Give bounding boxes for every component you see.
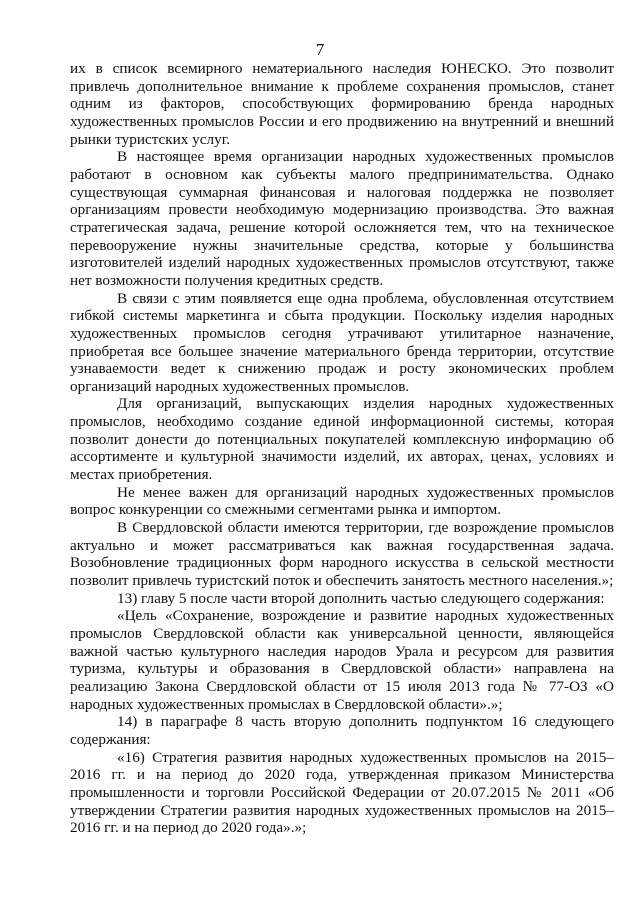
amendment-item: 14) в параграфе 8 часть вторую дополнить подпунктом 16 следующего содержания:: [70, 713, 614, 748]
paragraph: Для организаций, выпускающих изделия народных художественных промыслов, необходимо создание единой информационной системы, которая позволит донести до потенциальных покупателей комплексную информацию об ассортименте и культурной значимости изделий, их авторах, ценах, условиях и местах приобретения.: [70, 395, 614, 484]
paragraph: В настоящее время организации народных художественных промыслов работают в основном как субъекты малого предпринимательства. Однако существующая суммарная финансовая и налоговая поддержка не позволяет организациям провести необходимую модернизацию производства. Это важная стратегическая задача, решение которой осложняется тем, что на техническое перевооружение нужны значительные средства, которые у большинства изготовителей изделий народных художественных промыслов отсутствуют, также нет возможности получения кредитных средств.: [70, 148, 614, 289]
document-body: [70, 60, 614, 837]
amendment-item: 13) главу 5 после части второй дополнить частью следующего содержания:: [117, 589, 605, 607]
amendment-quote: «16) Стратегия развития народных художественных промыслов на 2015–2016 гг. и на период до 2020 года, утвержденная приказом Министерства промышленности и торговли Российской Федерации от 20.07.2015 № 2011 «Об утверждении Стратегии развития народных художественных промыслов на 2015–2016 гг. и на период до 2020 года».»;: [70, 748, 614, 837]
paragraph: их в список всемирного нематериального наследия ЮНЕСКО. Это позволит привлечь дополнительное внимание к проблеме сохранения промыслов, станет одним из факторов, способствующих формированию бренда народных художественных промыслов России и его продвижению на внутренний и внешний рынки туристских услуг.: [70, 60, 614, 148]
paragraph: В Свердловской области имеются территории, где возрождение промыслов актуально и может рассматриваться как важная государственная задача. Возобновление традиционных форм народного искусства в сельской местности позволит привлечь туристский поток и обеспечить занятость местного населения.»;: [70, 519, 614, 590]
page-number: 7: [315, 40, 325, 59]
paragraph: Не менее важен для организаций народных художественных промыслов вопрос конкуренции со смежными сегментами рынка и импортом.: [70, 483, 614, 519]
paragraph: В связи с этим появляется еще одна проблема, обусловленная отсутствием гибкой системы маркетинга и сбыта продукции. Поскольку изделия народных художественных промыслов сегодня утрачивают утилитарное назначение, приобретая все большее значение материального бренда территории, отсутствие узнаваемости ведет к снижению продаж и росту экономических проблем организаций народных художественных промыслов.: [70, 289, 614, 395]
amendment-quote: «Цель «Сохранение, возрождение и развитие народных художественных промыслов Свердловской области как универсальной ценности, являющейся важной частью культурного наследия народов Урала и ресурсом для развития туризма, культуры и образования в Свердловской области» направлена на реализацию Закона Свердловской области от 15 июля 2013 года № 77-ОЗ «О народных художественных промыслах в Свердловской области».»;: [70, 607, 614, 713]
